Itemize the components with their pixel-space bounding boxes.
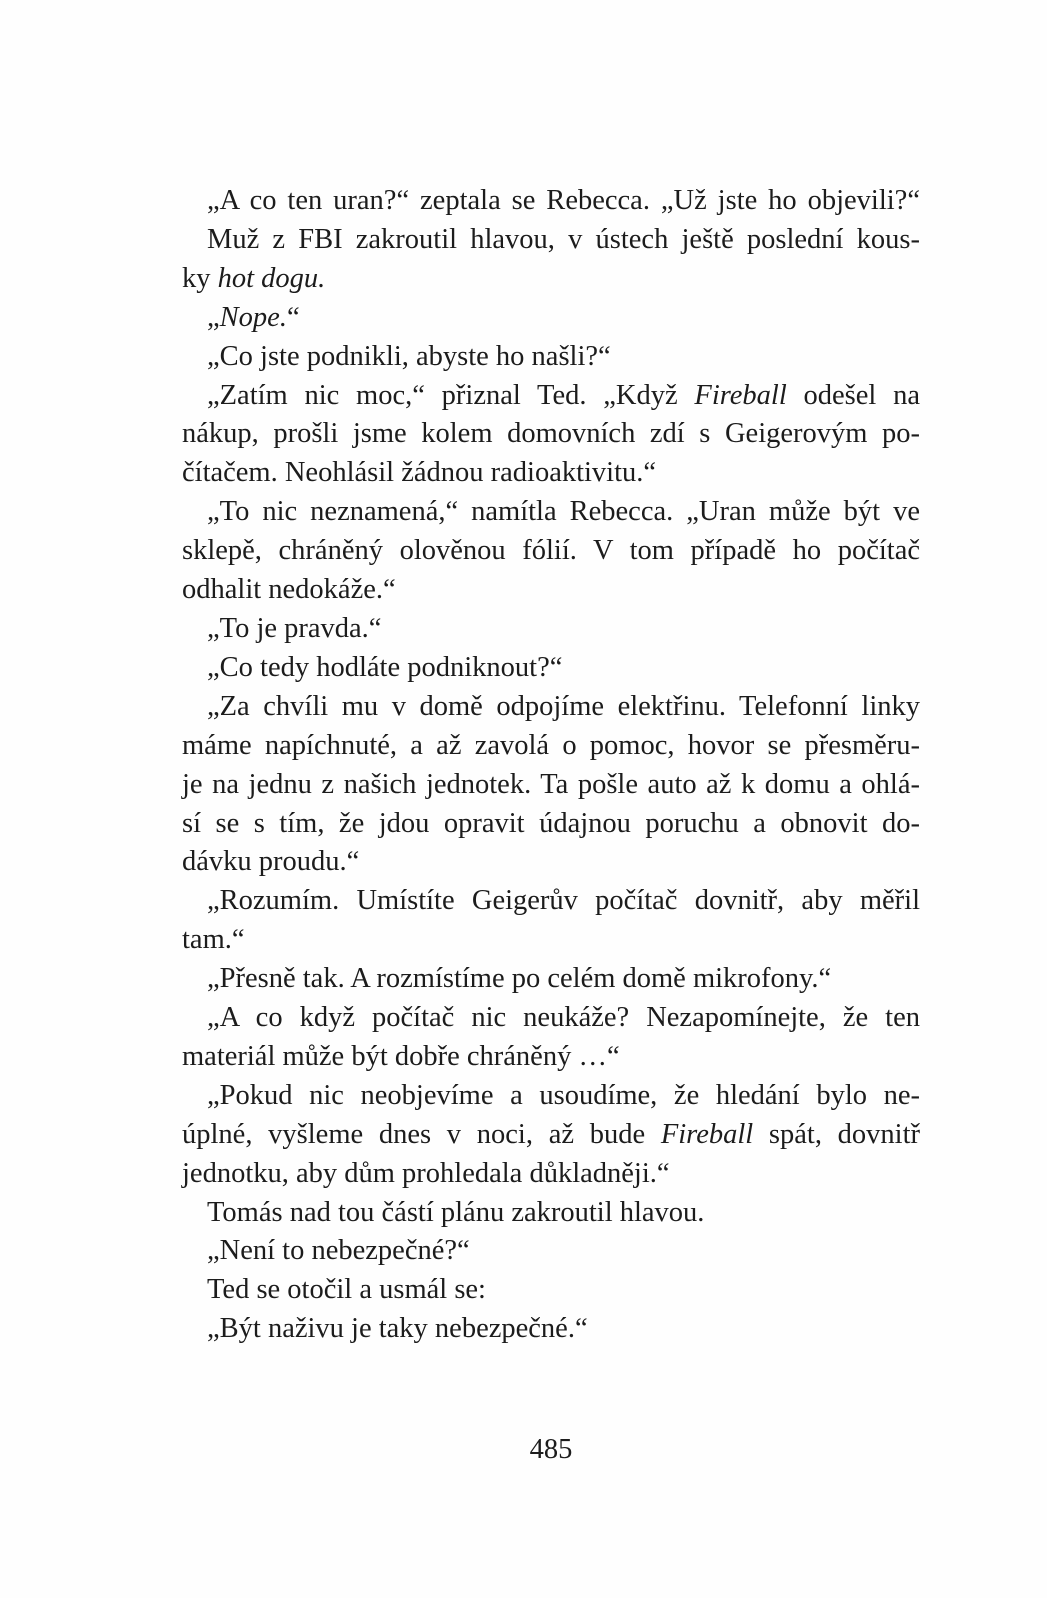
text-line: Ted se otočil a usmál se: [207, 1274, 486, 1306]
text-line: sí se s tím, že jdou opravit údajnou poruchu a obnovit do- [182, 807, 920, 839]
text-line: „Pokud nic neobjevíme a usoudíme, že hledání bylo ne- [207, 1079, 920, 1111]
text-line: tam.“ [182, 924, 245, 956]
text-line: „Rozumím. Umístíte Geigerův počítač dovnitř, aby měřil [207, 885, 920, 917]
text-line: Tomás nad tou částí plánu zakroutil hlavou. [207, 1196, 705, 1228]
text-line: „Zatím nic moc,“ přiznal Ted. „Když Fireball odešel na [207, 379, 921, 411]
text-line: je na jednu z našich jednotek. Ta pošle auto až k domu a ohlá- [182, 768, 920, 800]
text-line: úplné, vyšleme dnes v noci, až bude Fireball spát, dovnitř [182, 1118, 920, 1150]
text-line: „Co tedy hodláte podniknout?“ [207, 651, 563, 683]
text-line: „Není to nebezpečné?“ [207, 1235, 470, 1267]
text-line: „Nope.“ [207, 301, 300, 333]
text-line: Muž z FBI zakroutil hlavou, v ústech ještě poslední kous- [207, 223, 920, 255]
text-line: odhalit nedokáže.“ [182, 574, 396, 606]
text-line: „Přesně tak. A rozmístíme po celém domě mikrofony.“ [207, 963, 832, 995]
text-line: jednotku, aby dům prohledala důkladněji.“ [182, 1157, 670, 1189]
text-line: „To nic neznamená,“ namítla Rebecca. „Uran může být ve [207, 496, 920, 528]
text-line: „A co když počítač nic neukáže? Nezapomínejte, že ten [207, 1002, 920, 1034]
text-line: čítačem. Neohlásil žádnou radioaktivitu.“ [182, 457, 657, 489]
text-line: „Za chvíli mu v domě odpojíme elektřinu. Telefonní linky [207, 690, 920, 722]
text-line: ky hot dogu. [182, 262, 326, 294]
page-number: 485 [529, 1434, 573, 1465]
text-line: dávku proudu.“ [182, 846, 360, 878]
text-line: „A co ten uran?“ zeptala se Rebecca. „Už jste ho objevili?“ [207, 185, 920, 216]
text-line: „To je pravda.“ [207, 612, 382, 644]
text-line: „Co jste podnikli, abyste ho našli?“ [207, 340, 611, 372]
text-line: „Být naživu je taky nebezpečné.“ [207, 1313, 588, 1345]
text-block [182, 182, 920, 1349]
text-line: materiál může být dobře chráněný …“ [182, 1040, 620, 1072]
text-line: máme napíchnuté, a až zavolá o pomoc, hovor se přesměru- [182, 729, 920, 761]
text-line: sklepě, chráněný olověnou fólií. V tom případě ho počítač [182, 535, 920, 567]
text-line: nákup, prošli jsme kolem domovních zdí s Geigerovým po- [182, 418, 920, 450]
